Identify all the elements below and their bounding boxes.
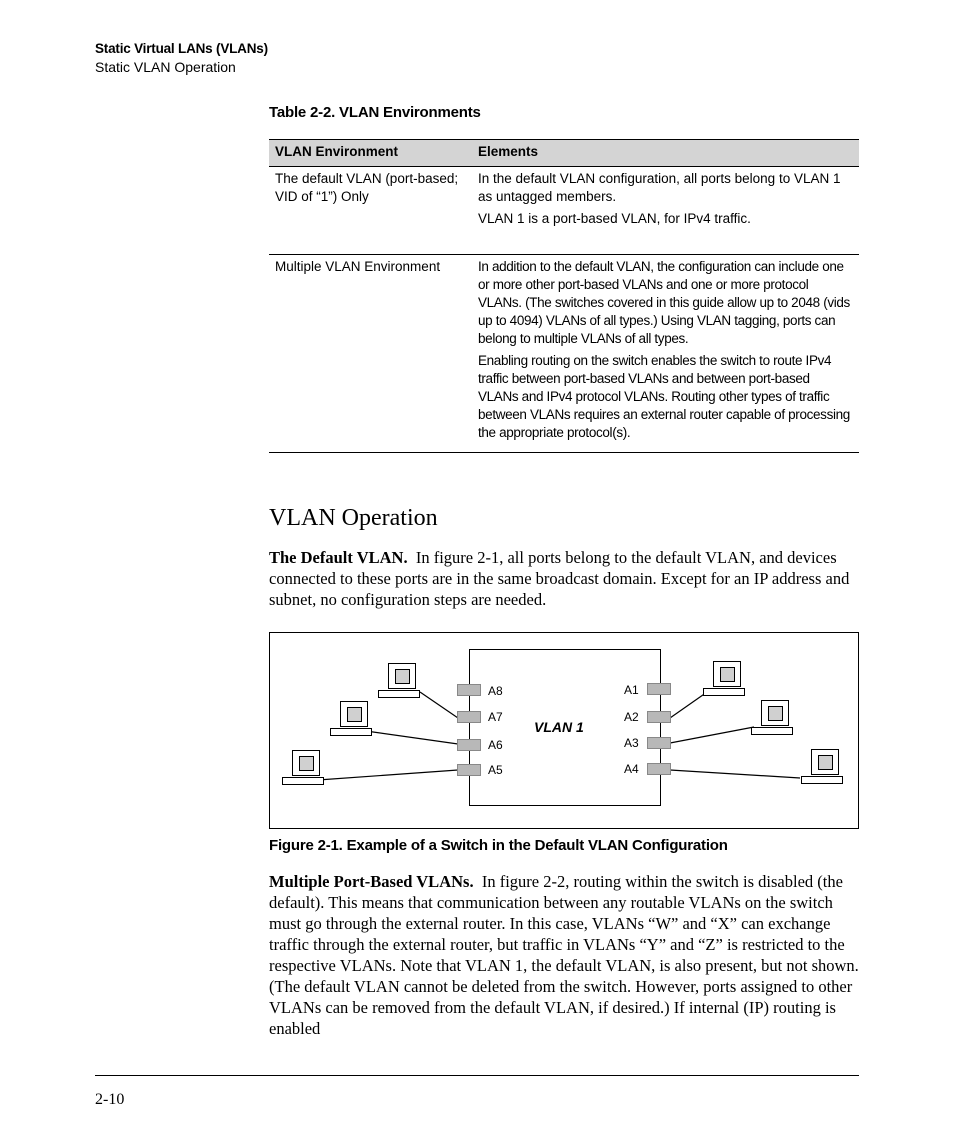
elements-text: Enabling routing on the switch enables the switch to route IPv4 traffic between port-based VLANs and between port-based VLANs and IPv4 protocol VLANs. Routing other types of traffic between VLANs requires an external router capable of processing the appropriate protocol(s). bbox=[478, 353, 850, 440]
multiple-vlans-paragraph bbox=[269, 871, 859, 1039]
table-header-row bbox=[269, 140, 859, 167]
column-header-elements: Elements bbox=[472, 140, 859, 167]
port-label: A6 bbox=[488, 738, 503, 752]
port-a8 bbox=[457, 684, 481, 696]
vlan-1-label: VLAN 1 bbox=[534, 719, 584, 735]
default-vlan-paragraph bbox=[269, 547, 859, 610]
elements-cell bbox=[472, 255, 859, 453]
port-label: A5 bbox=[488, 763, 503, 777]
paragraph-text: In figure 2-2, routing within the switch is disabled (the default). This means that communication between any routable VLANs on the switch must go through the external router. In this case, VLANs “W” and “X” can exchange traffic through the external router, but traffic in VLANs “Y” and “Z” is restricted to the respective VLANs. Note that VLAN 1, the default VLAN, is also present, but not shown. (The default VLAN cannot be deleted from the switch. However, ports assigned to other VLANs can be removed from the default VLAN, if desired.) If internal (IP) routing is enabled bbox=[269, 872, 859, 1038]
port-a7 bbox=[457, 711, 481, 723]
environment-cell: The default VLAN (port-based; VID of “1”) Only bbox=[269, 167, 472, 255]
port-a4 bbox=[647, 763, 671, 775]
paragraph-lead: Multiple Port-Based VLANs. bbox=[269, 872, 474, 891]
port-label: A7 bbox=[488, 710, 503, 724]
port-a3 bbox=[647, 737, 671, 749]
port-label: A1 bbox=[624, 683, 639, 697]
paragraph-text: In figure 2-1, all ports belong to the default VLAN, and devices connected to these ports are in the same broadcast domain. Except for an IP address and subnet, no configuration steps are needed. bbox=[269, 548, 850, 609]
port-a6 bbox=[457, 739, 481, 751]
port-label: A3 bbox=[624, 736, 639, 750]
elements-cell bbox=[472, 167, 859, 255]
table-caption: Table 2-2. VLAN Environments bbox=[269, 104, 481, 121]
default-vlan-figure bbox=[269, 632, 859, 829]
vlan-environments-table bbox=[269, 139, 859, 453]
running-header-section: Static VLAN Operation bbox=[95, 59, 236, 75]
running-header-chapter: Static Virtual LANs (VLANs) bbox=[95, 41, 268, 56]
port-label: A4 bbox=[624, 762, 639, 776]
footer-divider bbox=[95, 1075, 859, 1076]
elements-text: In addition to the default VLAN, the configuration can include one or more other port-based VLANs and one or more protocol VLANs. (The switches covered in this guide allow up to 2048 (vids up to 4094) VLANs of all types.) Using VLAN tagging, ports can belong to multiple VLANs of all types. bbox=[478, 259, 850, 346]
section-title: VLAN Operation bbox=[269, 505, 438, 531]
table-row bbox=[269, 255, 859, 453]
elements-text: VLAN 1 is a port-based VLAN, for IPv4 traffic. bbox=[478, 211, 751, 226]
table-row bbox=[269, 167, 859, 255]
port-label: A2 bbox=[624, 710, 639, 724]
page-number: 2-10 bbox=[95, 1091, 125, 1108]
paragraph-lead: The Default VLAN. bbox=[269, 548, 408, 567]
elements-text: In the default VLAN configuration, all ports belong to VLAN 1 as untagged members. bbox=[478, 171, 841, 204]
figure-caption: Figure 2-1. Example of a Switch in the Default VLAN Configuration bbox=[269, 837, 728, 854]
port-a1 bbox=[647, 683, 671, 695]
port-a5 bbox=[457, 764, 481, 776]
port-a2 bbox=[647, 711, 671, 723]
column-header-environment: VLAN Environment bbox=[269, 140, 472, 167]
environment-cell: Multiple VLAN Environment bbox=[269, 255, 472, 453]
port-label: A8 bbox=[488, 684, 503, 698]
